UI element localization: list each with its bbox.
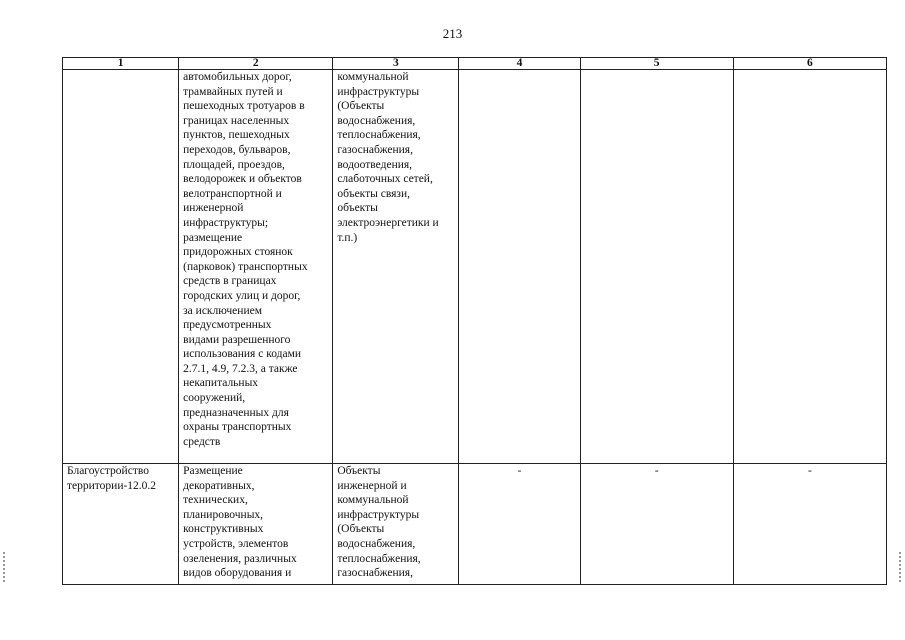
scan-edge-mark-left xyxy=(3,552,5,582)
column-header-3: 3 xyxy=(333,58,459,70)
scan-edge-mark-right xyxy=(899,552,901,582)
infrastructure-objects: коммунальной инфраструктуры (Объекты водоснабжения, теплоснабжения, газоснабжения, водоотведения, слаботочных сетей, объекты связи, объекты электроэнергетики и т.п.) xyxy=(337,71,439,244)
permitted-use-description: автомобильных дорог, трамвайных путей и пешеходных тротуаров в границах населенных пунктов, пешеходных переходов, бульваров, площадей, проездов, велодорожек и объектов велотранспортной и инженерной инфраструктуры; размещение придорожных стоянок (парковок) транспортных средств в границах городских улиц и дорог, за исключением предусмотренных видами разрешенного использования с кодами 2.7.1, 4.9, 7.2.3, а также некапитальных сооружений, предназначенных для охраны транспортных средств xyxy=(183,71,308,448)
table-cell xyxy=(333,464,459,585)
dash-value: - xyxy=(654,465,659,477)
table-cell xyxy=(63,70,179,464)
table-cell xyxy=(459,70,580,464)
page-number: 213 xyxy=(442,26,463,41)
column-header-5: 5 xyxy=(580,58,733,70)
permitted-use-description: Размещение декоративных, технических, планировочных, конструктивных устройств, элементов озеленения, различных видов оборудования и xyxy=(183,465,297,580)
table-cell xyxy=(580,464,733,585)
regulations-table xyxy=(62,57,887,585)
table-cell xyxy=(333,70,459,464)
infrastructure-objects: Объекты инженерной и коммунальной инфраструктуры (Объекты водоснабжения, теплоснабжения, газоснабжения, xyxy=(337,465,421,580)
column-header-4: 4 xyxy=(459,58,580,70)
dash-value: - xyxy=(517,465,522,477)
column-header-2: 2 xyxy=(179,58,333,70)
table-cell xyxy=(459,464,580,585)
table-cell xyxy=(63,464,179,585)
table-row xyxy=(63,70,887,464)
column-header-6: 6 xyxy=(733,58,886,70)
table-cell xyxy=(179,464,333,585)
table-cell xyxy=(733,464,886,585)
table-cell xyxy=(580,70,733,464)
table-cell xyxy=(733,70,886,464)
column-header-1: 1 xyxy=(63,58,179,70)
use-type-name: Благоустройство территории-12.0.2 xyxy=(67,465,157,492)
table-row xyxy=(63,464,887,585)
dash-value: - xyxy=(807,465,812,477)
table-cell xyxy=(179,70,333,464)
table-header-row xyxy=(63,58,887,70)
